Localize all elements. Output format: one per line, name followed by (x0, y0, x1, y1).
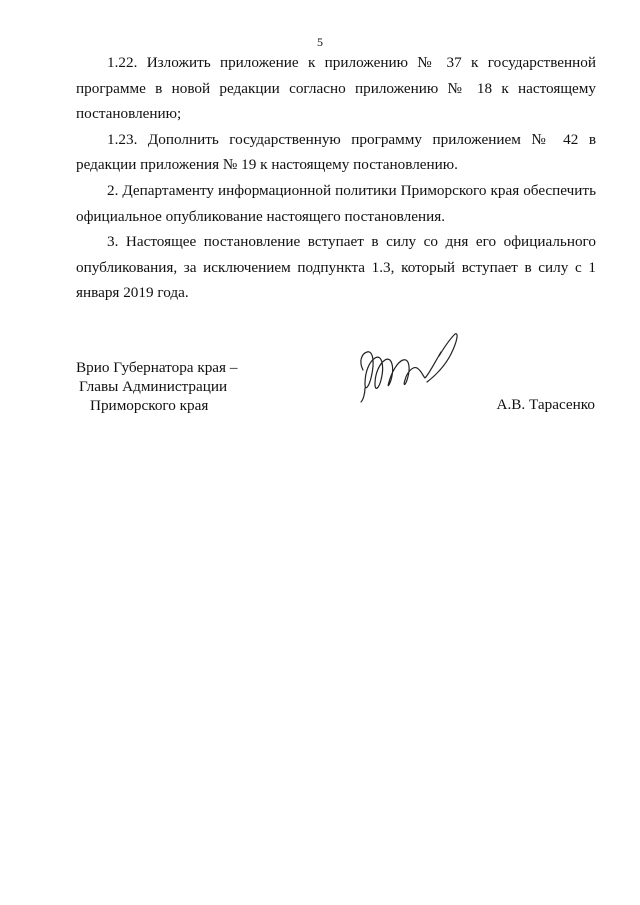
handwritten-signature (355, 322, 465, 410)
paragraph-2: 2. Департаменту информационной политики Приморского края обеспечить официальное опубликование настоящего постановления. (76, 181, 596, 225)
signatory-position (76, 358, 237, 415)
signer-name: А.В. Тарасенко (496, 396, 595, 413)
signatory-position-line: Врио Губернатора края – (76, 359, 238, 376)
paragraph-1-22: 1.22. Изложить приложение к приложению № 37 к государственной программе в новой редакции согласно приложению № 18 к настоящему постановлению; (76, 54, 596, 123)
page-number: 5 (317, 35, 323, 49)
signatory-position-line: Главы Администрации (79, 378, 228, 395)
paragraph-3: 3. Настоящее постановление вступает в силу со дня его официального опубликования, за исключением подпункта 1.3, который вступает в силу с 1 января 2019 года. (76, 233, 596, 302)
signatory-position-line: Приморского края (90, 397, 209, 414)
document-body (76, 50, 596, 306)
paragraph-1-23: 1.23. Дополнить государственную программу приложением № 42 в редакции приложения № 19 к настоящему постановлению. (76, 130, 596, 174)
